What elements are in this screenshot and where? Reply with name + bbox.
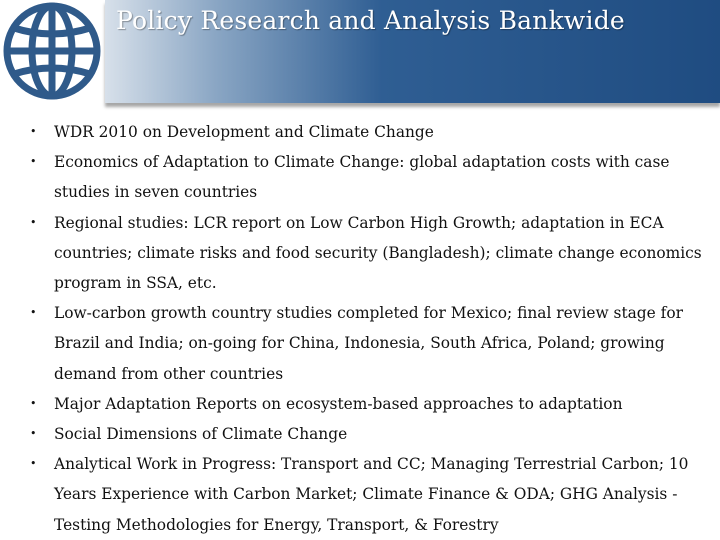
bullet-item — [30, 389, 710, 419]
bullet-dot-icon: • — [30, 155, 37, 169]
bullet-item — [30, 117, 710, 147]
bullet-item — [30, 449, 710, 540]
bullet-text: Regional studies: LCR report on Low Carbon High Growth; adaptation in ECA countries; climate risks and food security (Bangladesh); climate change economics program in SSA, etc. — [54, 213, 702, 293]
bullet-text: Analytical Work in Progress: Transport and CC; Managing Terrestrial Carbon; 10 Years Experience with Carbon Market; Climate Finance & ODA; GHG Analysis - Testing Methodologies for Energy, Transport, & Forestry — [54, 455, 689, 534]
bullet-item — [30, 208, 710, 299]
bullet-dot-icon: • — [30, 427, 37, 441]
bullet-item — [30, 298, 710, 389]
bullet-item — [30, 147, 710, 207]
globe-icon — [0, 0, 105, 103]
bullet-dot-icon: • — [30, 215, 37, 229]
world-bank-logo — [0, 0, 105, 103]
bullet-dot-icon: • — [30, 125, 37, 138]
page-title: Policy Research and Analysis Bankwide — [116, 6, 625, 35]
bullet-dot-icon: • — [30, 457, 37, 471]
bullet-text: Major Adaptation Reports on ecosystem-based approaches to adaptation — [54, 394, 623, 413]
bullet-item — [30, 419, 710, 449]
bullet-list — [30, 117, 710, 540]
bullet-text: WDR 2010 on Development and Climate Change — [54, 123, 434, 141]
bullet-text: Social Dimensions of Climate Change — [54, 425, 348, 444]
bullet-dot-icon: • — [30, 306, 37, 320]
bullet-text: Economics of Adaptation to Climate Change: global adaptation costs with case studies in seven countries — [54, 153, 670, 202]
bullet-dot-icon: • — [30, 396, 37, 410]
bullet-text: Low-carbon growth country studies completed for Mexico; final review stage for Brazil and India; on-going for China, Indonesia, South Africa, Poland; growing demand from other countries — [54, 304, 683, 383]
